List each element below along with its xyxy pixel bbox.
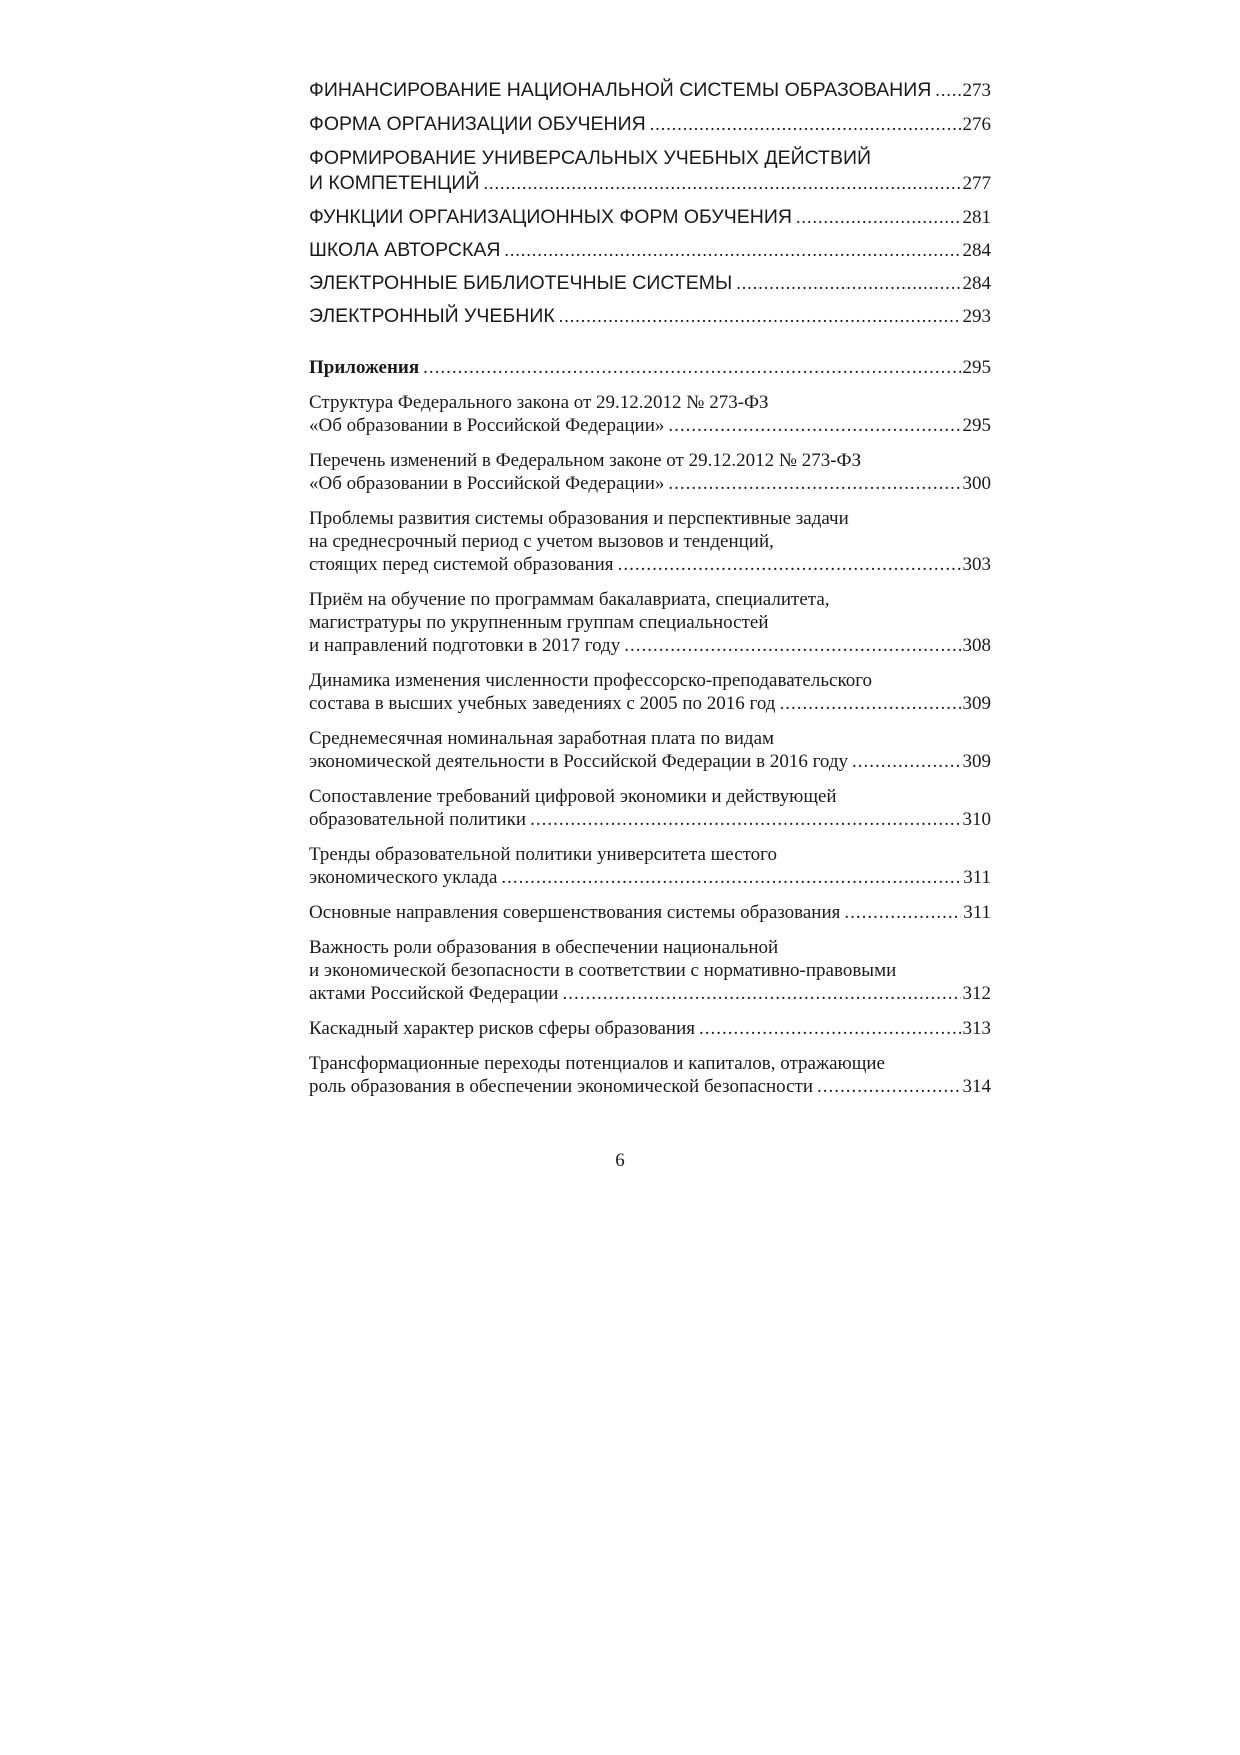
toc-entry-page: 277 [962,173,991,194]
toc-entry [309,1017,991,1040]
toc-entry-line: Структура Федерального закона от 29.12.2012 № 273-ФЗ [309,392,769,413]
page-number: 6 [615,1150,625,1171]
toc-entry-page: 311 [963,867,991,888]
toc-entry-line: Перечень изменений в Федеральном законе от 29.12.2012 № 273-ФЗ [309,450,862,471]
toc-entry-page: 293 [962,306,991,327]
leader-dots [618,553,961,576]
toc-entry-title: «Об образовании в Российской Федерации» [309,473,665,494]
toc-entry-line: Сопоставление требований цифровой экономики и действующей [309,786,837,807]
leader-dots [483,171,960,196]
leader-dots [559,304,961,329]
toc-entry [309,449,991,495]
toc-entry-title: актами Российской Федерации [309,983,559,1004]
toc-entry [309,669,991,715]
toc-entry-title: и направлений подготовки в 2017 году [309,635,621,656]
leader-dots [530,808,960,831]
leader-dots [817,1075,960,1098]
toc-entry-line: Динамика изменения численности профессорско-преподавательского [309,670,873,691]
leader-dots [501,866,961,889]
leader-dots [935,78,960,103]
toc-entry [309,785,991,831]
leader-dots [699,1017,960,1040]
toc-entry-line: Важность роли образования в обеспечении национальной [309,937,779,958]
toc-entry [309,205,991,230]
toc-entry [309,112,991,137]
leader-dots [562,982,960,1005]
leader-dots [504,238,960,263]
leader-dots [668,414,960,437]
leader-dots [668,472,960,495]
toc-entry-line: магистратуры по укрупненным группам специальностей [309,612,769,633]
toc-entry-title: «Об образовании в Российской Федерации» [309,415,665,436]
toc-entry-page: 310 [962,809,991,830]
toc-entry-page: 295 [962,357,991,378]
toc-entry-line: Среднемесячная номинальная заработная плата по видам [309,728,775,749]
toc-entry-page: 273 [962,80,991,101]
toc-entry-page: 313 [962,1018,991,1039]
toc-entry-page: 284 [962,240,991,261]
toc-entry [309,356,991,379]
toc-entry-page: 281 [962,207,991,228]
toc-entry-page: 308 [962,635,991,656]
toc-entry-title: Основные направления совершенствования системы образования [309,902,841,923]
toc-entry-page: 309 [962,751,991,772]
toc-entry-page: 284 [962,273,991,294]
toc-entry [309,901,991,924]
toc-entry [309,78,991,103]
leader-dots [650,112,961,137]
leader-dots [624,634,960,657]
toc-entry [309,588,991,657]
leader-dots [423,356,960,379]
toc-entry-title: экономического уклада [309,867,498,888]
toc-entry-page: 300 [962,473,991,494]
toc-entry-title: ШКОЛА АВТОРСКАЯ [309,239,501,261]
toc-entry-line: Трансформационные переходы потенциалов и капиталов, отражающие [309,1053,885,1074]
toc-entry [309,1052,991,1098]
toc-entry-title: Каскадный характер рисков сферы образования [309,1018,696,1039]
toc-entry-line: Приём на обучение по программам бакалавриата, специалитета, [309,589,830,610]
toc-entry-page: 314 [962,1076,991,1097]
leader-dots [796,205,961,230]
toc-entry [309,727,991,773]
toc-entry-page: 303 [962,554,991,575]
toc-entry [309,507,991,576]
toc-section-list [309,78,991,329]
toc-entry-page: 311 [963,902,991,923]
toc-entry [309,304,991,329]
toc-entry-line: ФОРМИРОВАНИЕ УНИВЕРСАЛЬНЫХ УЧЕБНЫХ ДЕЙСТВИЙ [309,147,871,169]
leader-dots [852,750,960,773]
toc-entry-title: ЭЛЕКТРОННЫЕ БИБЛИОТЕЧНЫЕ СИСТЕМЫ [309,272,733,294]
toc-entry-page: 276 [962,114,991,135]
toc-entry [309,936,991,1005]
toc-entry-title: роль образования в обеспечении экономической безопасности [309,1076,814,1097]
toc-entry-line: и экономической безопасности в соответствии с нормативно-правовыми [309,960,897,981]
appendix-list [309,391,991,1098]
toc-entry-title: Приложения [309,357,420,378]
toc-entry-title: ФОРМА ОРГАНИЗАЦИИ ОБУЧЕНИЯ [309,113,646,135]
leader-dots [844,901,961,924]
leader-dots [779,692,960,715]
toc-entry [309,146,991,196]
toc-entry-line: Тренды образовательной политики университета шестого [309,844,778,865]
toc-entry [309,238,991,263]
toc-entry [309,391,991,437]
toc-entry-line: на среднесрочный период с учетом вызовов и тенденций, [309,531,774,552]
toc-entry-title: ФУНКЦИИ ОРГАНИЗАЦИОННЫХ ФОРМ ОБУЧЕНИЯ [309,206,792,228]
toc-entry-title: образовательной политики [309,809,527,830]
toc-entry [309,271,991,296]
toc-entry-page: 309 [962,693,991,714]
toc-entry [309,843,991,889]
toc-entry-line: Проблемы развития системы образования и перспективные задачи [309,508,849,529]
toc-entry-page: 295 [962,415,991,436]
toc-entry-title: И КОМПЕТЕНЦИЙ [309,172,480,194]
toc-entry-title: экономической деятельности в Российской Федерации в 2016 году [309,751,849,772]
appendix-heading-block [309,356,991,379]
table-of-contents [309,78,991,1098]
toc-entry-title: ФИНАНСИРОВАНИЕ НАЦИОНАЛЬНОЙ СИСТЕМЫ ОБРАЗОВАНИЯ [309,79,932,101]
toc-entry-page: 312 [962,983,991,1004]
toc-entry-title: ЭЛЕКТРОННЫЙ УЧЕБНИК [309,305,555,327]
leader-dots [736,271,960,296]
toc-entry-title: стоящих перед системой образования [309,554,614,575]
toc-entry-title: состава в высших учебных заведениях с 2005 по 2016 год [309,693,776,714]
